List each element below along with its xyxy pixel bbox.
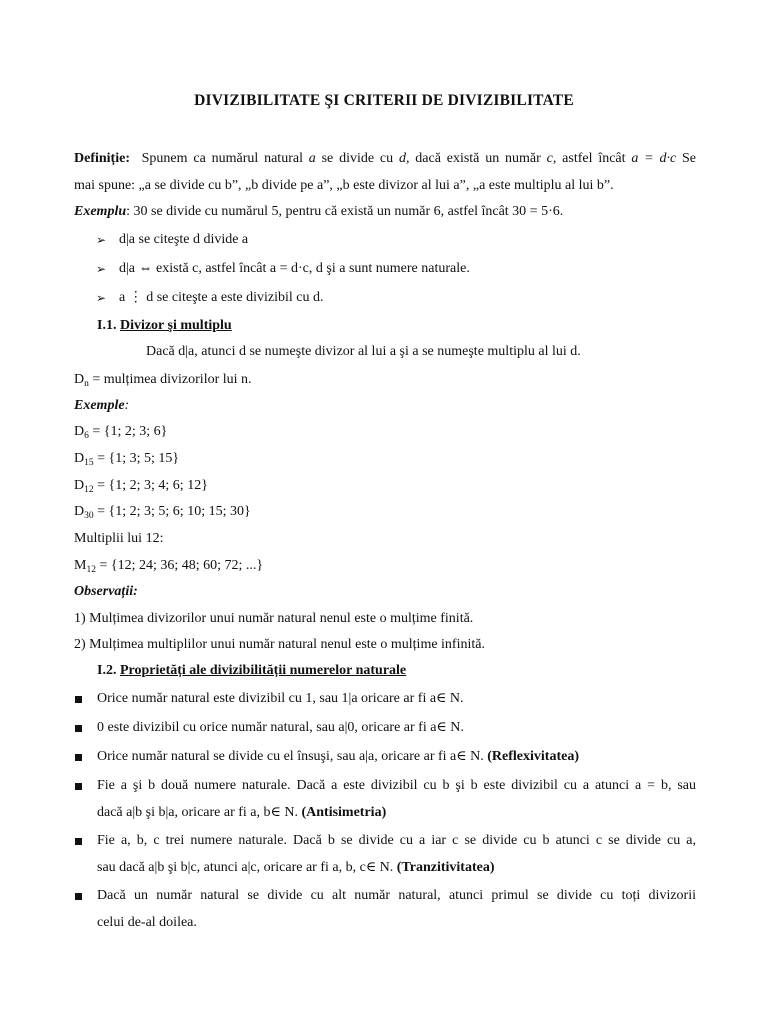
property-item-line-1: Dacă un număr natural se divide cu alt număr natural, atunci primul se divide cu toți divizorii <box>97 888 696 903</box>
property-item: 0 este divizibil cu orice număr natural, sau a|0, oricare ar fi a∈ N. <box>97 720 464 735</box>
divisor-set-d6 <box>74 423 167 445</box>
property-text: Orice număr natural se divide cu el însuşi, sau a|a, oricare ar fi a∈ N. <box>97 749 488 764</box>
set-symbol: D <box>74 372 85 387</box>
square-bullet-icon <box>75 783 82 790</box>
dn-definition <box>74 371 252 393</box>
observation-item: 2) Mulțimea multiplilor unui număr natural nenul este o mulțime infinită. <box>74 637 485 652</box>
set-description: = mulțimea divizorilor lui n. <box>88 372 252 387</box>
page-title: DIVIZIBILITATE ŞI CRITERII DE DIVIZIBILITATE <box>194 92 574 109</box>
property-item-transitivity-line-2 <box>97 859 495 877</box>
arrow-item: d|a se citeşte d divide a <box>119 232 249 247</box>
definition-text: , dacă există un număr <box>405 151 547 166</box>
set-subscript: n <box>84 379 89 389</box>
set-symbol: D <box>74 478 85 493</box>
property-text: sau dacă a|b şi b|c, atunci a|c, oricare ar fi a, b, c∈ N. <box>97 860 397 875</box>
var-a: a <box>308 151 316 166</box>
set-values: = {1; 3; 5; 15} <box>93 451 180 466</box>
definition-text: se divide cu <box>315 151 399 166</box>
set-subscript: 30 <box>84 511 94 521</box>
square-bullet-icon <box>75 838 82 845</box>
example-label: Exemplu <box>74 204 127 219</box>
divisor-set-d12 <box>74 477 208 499</box>
observatii-label: Observații: <box>74 584 138 599</box>
set-values: = {1; 2; 3; 5; 6; 10; 15; 30} <box>93 504 251 519</box>
set-symbol: M <box>74 558 87 573</box>
var-d: d <box>398 151 406 166</box>
exemple-colon: : <box>124 398 130 413</box>
property-item: Orice număr natural este divizibil cu 1, sau 1|a oricare ar fi a∈ N. <box>97 691 464 706</box>
property-name: (Reflexivitatea) <box>487 749 579 764</box>
set-values: = {12; 24; 36; 48; 60; 72; ...} <box>95 558 264 573</box>
set-subscript: 15 <box>84 458 94 468</box>
multiple-set-m12 <box>74 557 263 579</box>
set-subscript: 12 <box>84 485 94 495</box>
divisor-set-d15 <box>74 450 179 472</box>
arrow-bullet-icon: ➢ <box>96 233 107 247</box>
square-bullet-icon <box>75 725 82 732</box>
set-subscript: 12 <box>86 565 96 575</box>
section-heading-1 <box>97 317 232 335</box>
arrow-bullet-icon: ➢ <box>96 262 107 276</box>
property-item-antisymmetry-line-2 <box>97 804 386 822</box>
definition-line-2: mai spune: „a se divide cu b”, „b divide pe a”, „b este divizor al lui a”, „a este multiplu al lui b”. <box>74 178 614 193</box>
definition-line-1 <box>74 150 696 168</box>
divisor-set-d30 <box>74 503 251 525</box>
arrow-item: d|a ⇔ există c, astfel încât a = d·c, d şi a sunt numere naturale. <box>119 261 470 276</box>
section1-indent-text: Dacă d|a, atunci d se numeşte divizor al lui a şi a se numeşte multiplu al lui d. <box>146 344 581 359</box>
property-name: (Antisimetria) <box>301 805 387 820</box>
set-symbol: D <box>74 451 85 466</box>
property-item-transitivity-line-1: Fie a, b, c trei numere naturale. Dacă b se divide cu a iar c se divide cu b atunci c se divide cu a, <box>97 833 696 848</box>
definition-text: , astfel încât <box>552 151 632 166</box>
observation-item: 1) Mulțimea divizorilor unui număr natural nenul este o mulțime finită. <box>74 611 474 626</box>
definition-label: Definiție: <box>74 151 130 166</box>
set-symbol: D <box>74 424 85 439</box>
section-number: I.1. <box>97 318 120 333</box>
section-title: Proprietăți ale divizibilității numerelor naturale <box>119 663 407 678</box>
exemple-text: Exemple <box>74 398 125 413</box>
square-bullet-icon <box>75 696 82 703</box>
exemple-label <box>74 397 129 415</box>
set-values: = {1; 2; 3; 6} <box>88 424 168 439</box>
property-item-antisymmetry-line-1: Fie a şi b două numere naturale. Dacă a este divizibil cu b şi b este divizibil cu a atunci a = b, sau <box>97 778 696 793</box>
definition-text: Se <box>676 151 696 166</box>
example-text: : 30 se divide cu numărul 5, pentru că există un număr 6, astfel încât 30 = 5·6. <box>126 204 564 219</box>
property-item-line-2: celui de-al doilea. <box>97 915 197 930</box>
property-item-reflexivity <box>97 748 579 766</box>
arrow-item: a ⋮ d se citeşte a este divizibil cu d. <box>119 290 324 305</box>
arrow-bullet-icon: ➢ <box>96 291 107 305</box>
square-bullet-icon <box>75 754 82 761</box>
section-title: Divizor şi multiplu <box>119 318 232 333</box>
section-heading-2 <box>97 662 406 680</box>
example-line <box>74 203 563 221</box>
definition-text: Spunem ca numărul natural <box>141 151 309 166</box>
set-symbol: D <box>74 504 85 519</box>
var-c: c <box>546 151 553 166</box>
section-number: I.2. <box>97 663 120 678</box>
multiplii-label: Multiplii lui 12: <box>74 531 164 546</box>
property-text: dacă a|b şi b|a, oricare ar fi a, b∈ N. <box>97 805 302 820</box>
property-name: (Tranzitivitatea) <box>396 860 495 875</box>
square-bullet-icon <box>75 893 82 900</box>
set-subscript: 6 <box>84 431 89 441</box>
equation: a = d·c <box>631 151 677 166</box>
set-values: = {1; 2; 3; 4; 6; 12} <box>93 478 208 493</box>
